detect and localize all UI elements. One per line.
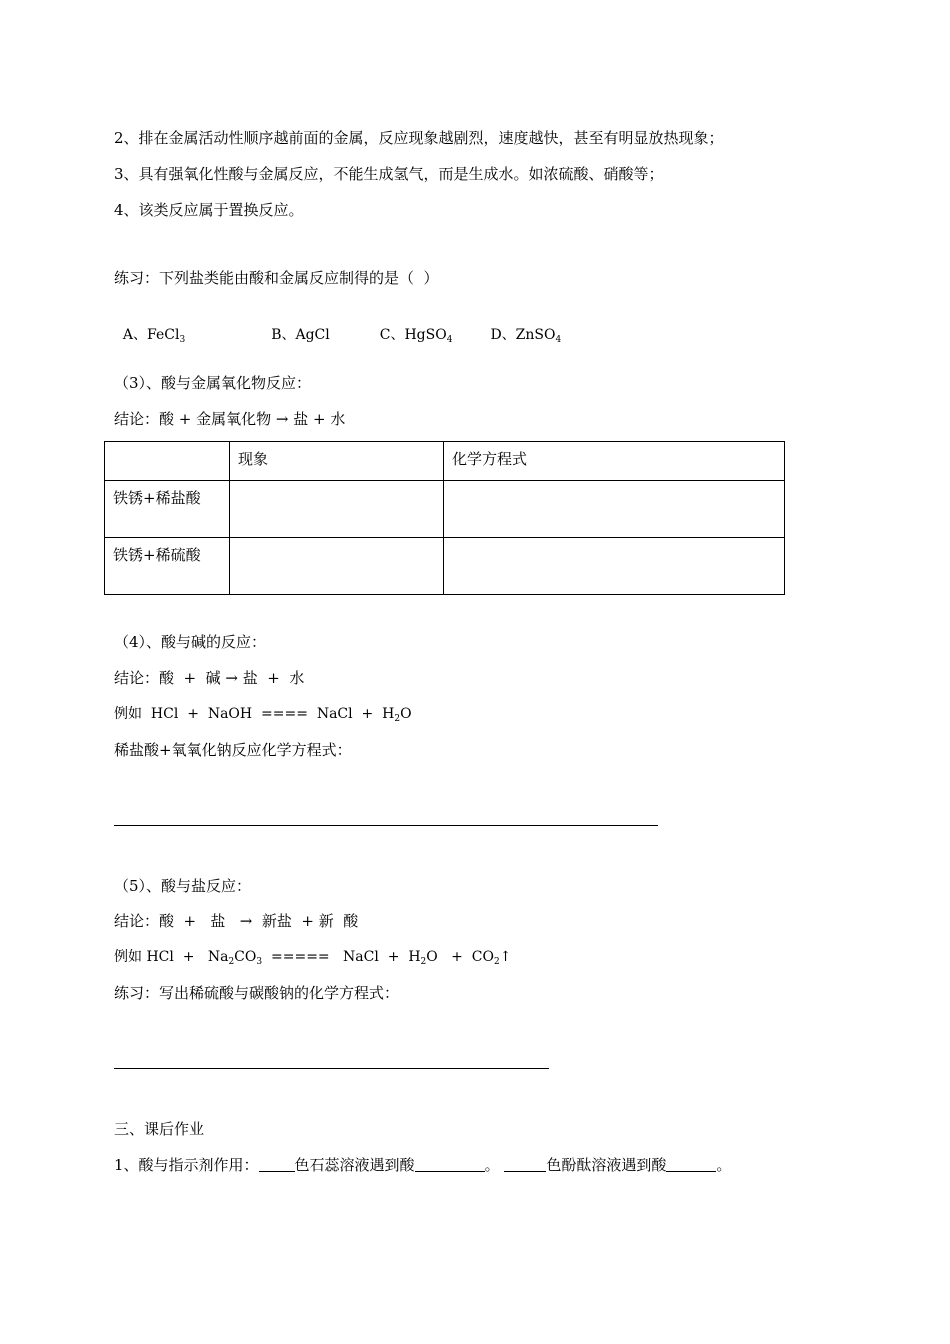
exercise1-options <box>114 305 561 350</box>
section3-heading: （3）、酸与金属氧化物反应： <box>114 374 312 392</box>
section3-conclusion: 结论：酸 + 金属氧化物 → 盐 + 水 <box>114 410 346 428</box>
table-header-cell <box>105 442 230 481</box>
table-header-row <box>105 442 785 481</box>
blank-1[interactable] <box>259 1157 295 1172</box>
answer-line-1[interactable] <box>114 825 658 826</box>
option-c: C、HgSO$_4$ <box>379 327 453 345</box>
homework-q1: 1、酸与指示剂作用： 色石蕊溶液遇到酸 。 色酚酞溶液遇到酸 。 <box>114 1156 732 1174</box>
section5-prompt: 练习：写出稀硫酸与碳酸钠的化学方程式： <box>114 984 400 1002</box>
answer-line-2[interactable] <box>114 1068 549 1069</box>
section5-example: 例如 HCl + $Na_2CO_3$ ===== NaCl + $H_2O$ + $CO_2↑$ <box>114 949 512 967</box>
section4-heading: （4）、酸与碱的反应： <box>114 633 267 651</box>
table-row <box>105 481 785 538</box>
homework-heading: 三、课后作业 <box>114 1120 205 1138</box>
table-cell[interactable] <box>444 538 785 595</box>
option-a: A、FeCl$_3$ <box>122 327 186 345</box>
table-cell[interactable] <box>444 481 785 538</box>
blank-4[interactable] <box>666 1157 716 1172</box>
blank-3[interactable] <box>504 1157 546 1172</box>
table-row <box>105 538 785 595</box>
section4-conclusion: 结论：酸 + 碱 → 盐 + 水 <box>114 669 305 687</box>
table-cell[interactable] <box>230 481 444 538</box>
table-header-cell: 化学方程式 <box>444 442 785 481</box>
table-cell[interactable] <box>230 538 444 595</box>
section4-prompt: 稀盐酸+氧氧化钠反应化学方程式： <box>114 741 352 759</box>
point-3: 3、具有强氧化性酸与金属反应，不能生成氢气，而是生成水。如浓硫酸、硝酸等； <box>114 165 664 183</box>
option-d: D、ZnSO$_4$ <box>490 327 562 345</box>
section5-conclusion: 结论：酸 + 盐 → 新盐 + 新 酸 <box>114 912 359 930</box>
blank-2[interactable] <box>415 1157 485 1172</box>
option-b: B、AgCl <box>271 327 330 343</box>
table-cell: 铁锈+稀盐酸 <box>105 481 230 538</box>
point-2: 2、排在金属活动性顺序越前面的金属，反应现象越剧烈，速度越快，甚至有明显放热现象； <box>114 129 724 147</box>
table-cell: 铁锈+稀硫酸 <box>105 538 230 595</box>
reaction-table <box>104 441 785 595</box>
table-header-cell: 现象 <box>230 442 444 481</box>
exercise1-question: 练习：下列盐类能由酸和金属反应制得的是（ ） <box>114 269 439 287</box>
section4-example: 例如 HCl + NaOH ==== NaCl + $H_2O$ <box>114 706 412 724</box>
point-4: 4、该类反应属于置换反应。 <box>114 201 304 219</box>
section5-heading: （5）、酸与盐反应： <box>114 877 252 895</box>
